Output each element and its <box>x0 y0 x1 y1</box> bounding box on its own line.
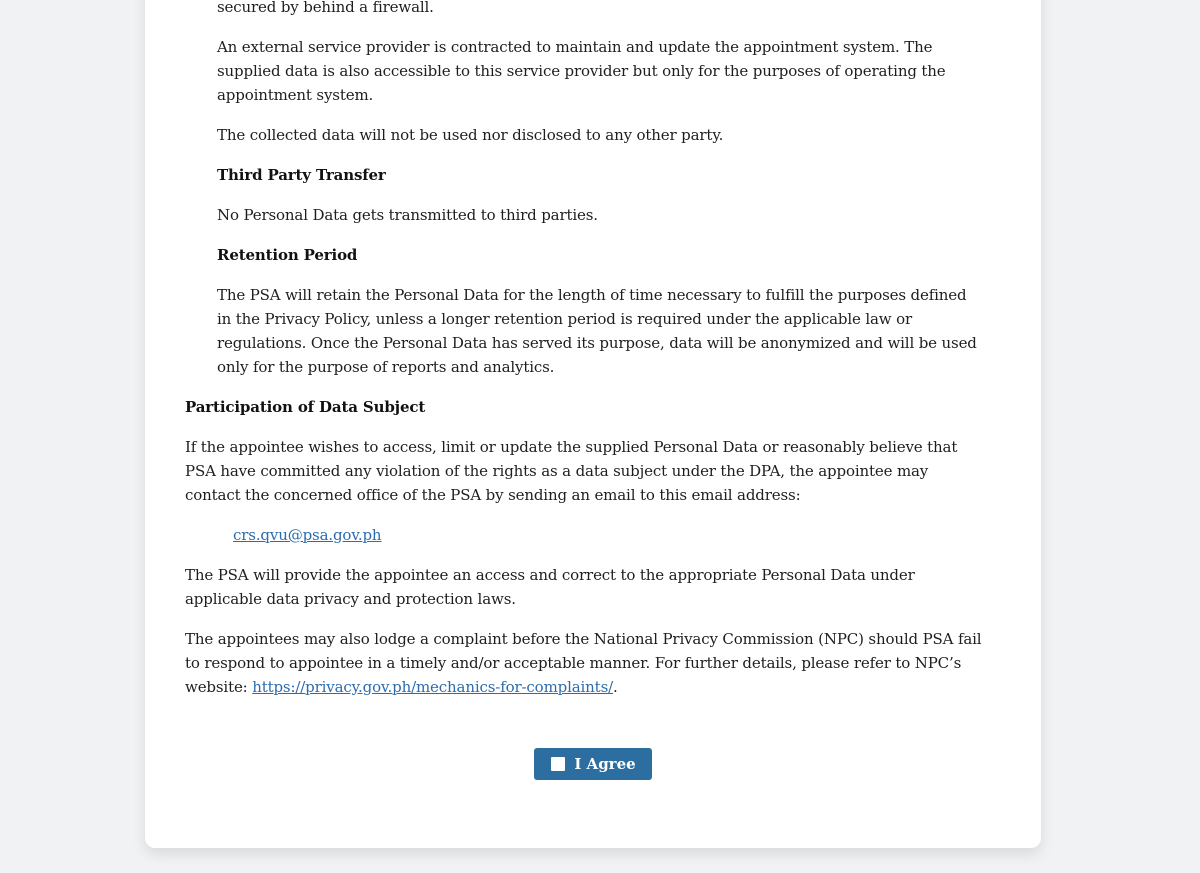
agree-button-label: I Agree <box>574 755 636 773</box>
privacy-policy-card <box>145 0 1041 848</box>
retention-paragraph: The PSA will retain the Personal Data for the length of time necessary to fulfill the purposes defined in the Privacy Policy, unless a longer retention period is required under the applicable law or regulations. Once the Personal Data has served its purpose, data will be anonymized and will be used only for the purpose of reports and analytics. <box>217 286 977 376</box>
retention-heading: Retention Period <box>217 246 358 264</box>
complaint-text: The appointees may also lodge a complaint before the National Privacy Commission (NPC) should PSA fail to respond to appointee in a timely and/or acceptable manner. For further details, please refer to NPC’s website: <box>185 630 982 696</box>
email-link[interactable]: crs.qvu@psa.gov.ph <box>233 526 382 544</box>
firewall-paragraph: secured by behind a firewall. <box>217 0 434 16</box>
not-disclosed-paragraph: The collected data will not be used nor disclosed to any other party. <box>217 126 724 144</box>
participation-paragraph: If the appointee wishes to access, limit or update the supplied Personal Data or reasonably believe that PSA have committed any violation of the rights as a data subject under the DPA, the appointee may contact the concerned office of the PSA by sending an email to this email address: <box>185 438 958 504</box>
third-party-paragraph: No Personal Data gets transmitted to third parties. <box>217 206 598 224</box>
complaint-end: . <box>613 678 618 696</box>
email-line <box>185 523 985 547</box>
agree-button[interactable] <box>534 748 651 780</box>
service-provider-paragraph: An external service provider is contracted to maintain and update the appointment system. The supplied data is also accessible to this service provider but only for the purposes of operating the appointment system. <box>217 38 946 104</box>
participation-heading: Participation of Data Subject <box>185 398 426 416</box>
npc-complaints-link[interactable]: https://privacy.gov.ph/mechanics-for-complaints/ <box>252 678 614 696</box>
agree-container <box>145 748 1041 780</box>
policy-content <box>185 0 985 715</box>
checkbox-icon[interactable] <box>551 757 565 771</box>
third-party-heading: Third Party Transfer <box>217 166 386 184</box>
complaint-paragraph <box>185 627 985 699</box>
access-paragraph: The PSA will provide the appointee an access and correct to the appropriate Personal Data under applicable data privacy and protection laws. <box>185 566 915 608</box>
